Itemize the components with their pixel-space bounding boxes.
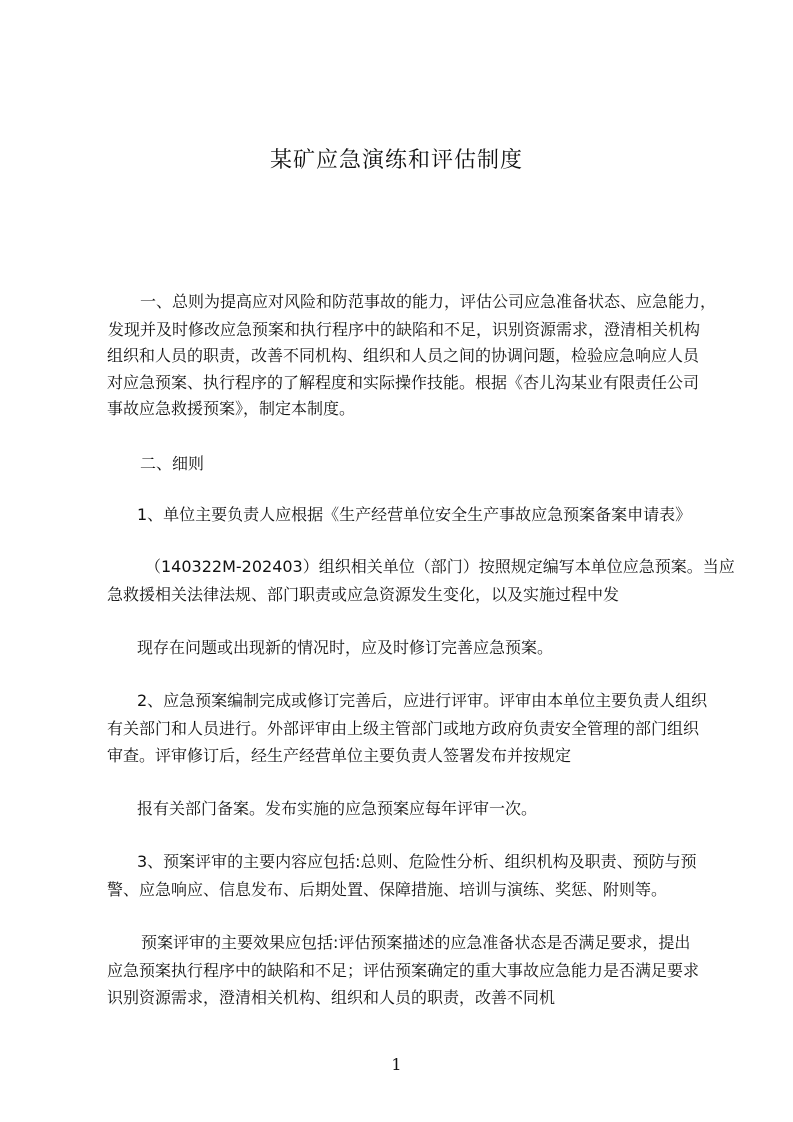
rule-3-line-1: 3、预案评审的主要内容应包括:总则、危险性分析、组织机构及职责、预防与预: [137, 852, 697, 871]
review-effects-line-3: 识别资源需求，澄清相关机构、组织和人员的职责，改善不同机: [107, 988, 556, 1007]
rule-1-line-4: 现存在问题或出现新的情况时，应及时修订完善应急预案。: [137, 638, 554, 657]
rule-2-line-3: 审查。评审修订后，经生产经营单位主要负责人签署发布并按规定: [107, 746, 572, 765]
document-title: 某矿应急演练和评估制度: [269, 148, 523, 173]
rule-1-line-3: 急救援相关法律法规、部门职责或应急资源发生变化，以及实施过程中发: [107, 585, 620, 604]
rule-3-line-2: 警、应急响应、信息发布、后期处置、保障措施、培训与演练、奖惩、附则等。: [107, 880, 668, 899]
rule-2-line-4: 报有关部门备案。发布实施的应急预案应每年评审一次。: [137, 799, 538, 818]
rule-2-line-1: 2、应急预案编制完成或修订完善后，应进行评审。评审由本单位主要负责人组织: [137, 691, 708, 710]
rule-1-line-1: 1、单位主要负责人应根据《生产经营单位安全生产事故应急预案备案申请表》: [137, 505, 692, 524]
review-effects-line-1: 预案评审的主要效果应包括:评估预案描述的应急准备状态是否满足要求，提出: [141, 933, 691, 952]
rule-1-line-2: （140322M-202403）组织相关单位（部门）按照规定编写本单位应急预案。当应: [145, 557, 735, 576]
section-heading-rules: 二、细则: [140, 454, 205, 473]
review-effects-line-2: 应急预案执行程序中的缺陷和不足；评估预案确定的重大事故应急能力是否满足要求: [107, 961, 700, 980]
rule-2-line-2: 有关部门和人员进行。外部评审由上级主管部门或地方政府负责安全管理的部门组织: [107, 719, 700, 738]
paragraph-general-line-3: 组织和人员的职责，改善不同机构、组织和人员之间的协调问题，检验应急响应人员: [107, 346, 700, 365]
paragraph-general-line-2: 发现并及时修改应急预案和执行程序中的缺陷和不足，识别资源需求，澄清相关机构: [108, 320, 701, 339]
paragraph-general-line-1: 一、总则为提高应对风险和防范事故的能力，评估公司应急准备状态、应急能力，: [140, 292, 717, 311]
paragraph-general-line-5: 事故应急救援预案》，制定本制度。: [107, 399, 356, 418]
paragraph-general-line-4: 对应急预案、执行程序的了解程度和实际操作技能。根据《杏儿沟某业有限责任公司: [107, 373, 700, 392]
page-number: 1: [391, 1055, 402, 1074]
